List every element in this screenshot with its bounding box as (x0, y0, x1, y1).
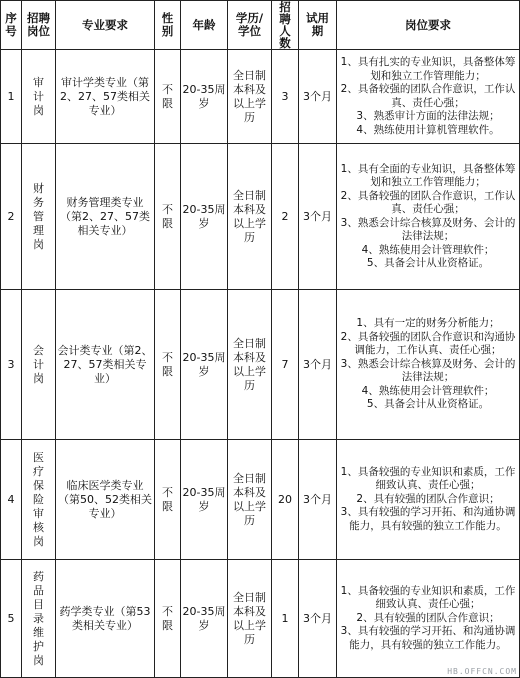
cell-count: 7 (272, 290, 299, 440)
requirement-item: 3、熟悉会计综合核算及财务、会计的法律法规； (340, 216, 516, 242)
header-position: 招聘岗位 (22, 1, 56, 50)
cell-requirements (337, 144, 520, 290)
requirement-item: 1、具有全面的专业知识，具备整体筹划和独立工作管理能力； (340, 162, 516, 188)
requirement-item: 3、熟悉审计方面的法律法规； (356, 110, 500, 122)
requirement-item: 1、具备较强的专业知识和素质，工作细致认真、责任心强； (340, 584, 516, 611)
cell-major: 临床医学类专业（第50、52类相关专业） (56, 440, 155, 560)
requirement-item: 5、具备会计从业资格证。 (366, 398, 490, 411)
cell-requirements (337, 560, 520, 678)
header-education: 学历/学位 (228, 1, 272, 50)
cell-requirements (337, 440, 520, 560)
watermark: HB.OFFCN.COM (447, 667, 517, 676)
cell-age: 20-35周岁 (181, 290, 228, 440)
header-count: 招聘人数 (272, 1, 299, 50)
cell-requirements (337, 50, 520, 144)
table-row (1, 144, 520, 290)
header-row (1, 1, 520, 50)
requirement-item: 1、具有一定的财务分析能力； (356, 317, 500, 330)
cell-gender: 不限 (155, 440, 181, 560)
table-row (1, 290, 520, 440)
header-num: 序号 (1, 1, 22, 50)
cell-position: 会计岗 (22, 290, 56, 440)
header-major: 专业要求 (56, 1, 155, 50)
cell-num: 1 (1, 50, 22, 144)
cell-major: 会计类专业（第2、27、57类相关专业） (56, 290, 155, 440)
cell-count: 20 (272, 440, 299, 560)
cell-gender: 不限 (155, 290, 181, 440)
cell-education: 全日制本科及以上学历 (228, 50, 272, 144)
requirement-item: 5、具备会计从业资格证。 (366, 257, 490, 269)
cell-num: 3 (1, 290, 22, 440)
requirement-item: 4、熟练使用会计管理软件； (361, 384, 495, 397)
cell-probation: 3个月 (299, 290, 337, 440)
header-gender: 性别 (155, 1, 181, 50)
cell-position: 财务管理岗 (22, 144, 56, 290)
cell-count: 3 (272, 50, 299, 144)
requirement-item: 2、具有较强的团队合作意识； (356, 492, 500, 505)
cell-requirements (337, 290, 520, 440)
cell-position: 审计岗 (22, 50, 56, 144)
header-requirements: 岗位要求 (337, 1, 520, 50)
header-probation: 试用期 (299, 1, 337, 50)
table-row (1, 50, 520, 144)
cell-major: 药学类专业（第53类相关专业） (56, 560, 155, 678)
requirement-item: 1、具有扎实的专业知识，具备整体筹划和独立工作管理能力； (340, 56, 516, 82)
cell-num: 4 (1, 440, 22, 560)
requirement-item: 4、熟练使用计算机管理软件。 (356, 123, 500, 136)
cell-count: 1 (272, 560, 299, 678)
cell-education: 全日制本科及以上学历 (228, 440, 272, 560)
cell-position: 药品目录维护岗 (22, 560, 56, 678)
cell-probation: 3个月 (299, 144, 337, 290)
requirement-item: 2、具备较强的团队合作意识和沟通协调能力，工作认真、责任心强； (340, 330, 516, 357)
cell-count: 2 (272, 144, 299, 290)
requirement-item: 2、具有较强的团队合作意识； (356, 611, 500, 624)
cell-gender: 不限 (155, 50, 181, 144)
cell-age: 20-35周岁 (181, 440, 228, 560)
cell-position: 医疗保险审核岗 (22, 440, 56, 560)
cell-num: 5 (1, 560, 22, 678)
requirement-item: 4、熟练使用会计管理软件； (361, 243, 495, 256)
cell-age: 20-35周岁 (181, 144, 228, 290)
cell-probation: 3个月 (299, 560, 337, 678)
table-row (1, 560, 520, 678)
cell-major: 审计学类专业（第2、27、57类相关专业） (56, 50, 155, 144)
requirement-item: 3、具有较强的学习开拓、和沟通协调能力，具有较强的独立工作能力。 (340, 625, 516, 651)
cell-num: 2 (1, 144, 22, 290)
cell-major: 财务管理类专业（第2、27、57类相关专业） (56, 144, 155, 290)
cell-age: 20-35周岁 (181, 560, 228, 678)
requirement-item: 3、熟悉会计综合核算及财务、会计的法律法规； (340, 357, 516, 384)
cell-education: 全日制本科及以上学历 (228, 560, 272, 678)
cell-gender: 不限 (155, 144, 181, 290)
cell-age: 20-35周岁 (181, 50, 228, 144)
table-row (1, 440, 520, 560)
requirement-item: 1、具备较强的专业知识和素质，工作细致认真、责任心强； (340, 465, 516, 492)
header-age: 年龄 (181, 1, 228, 50)
cell-education: 全日制本科及以上学历 (228, 144, 272, 290)
cell-probation: 3个月 (299, 440, 337, 560)
cell-gender: 不限 (155, 560, 181, 678)
requirement-item: 2、具备较强的团队合作意识，工作认真、责任心强； (340, 83, 516, 109)
requirement-item: 3、具有较强的学习开拓、和沟通协调能力，具有较强的独立工作能力。 (340, 506, 516, 532)
cell-education: 全日制本科及以上学历 (228, 290, 272, 440)
requirement-item: 2、具备较强的团队合作意识，工作认真、责任心强； (340, 189, 516, 215)
cell-probation: 3个月 (299, 50, 337, 144)
